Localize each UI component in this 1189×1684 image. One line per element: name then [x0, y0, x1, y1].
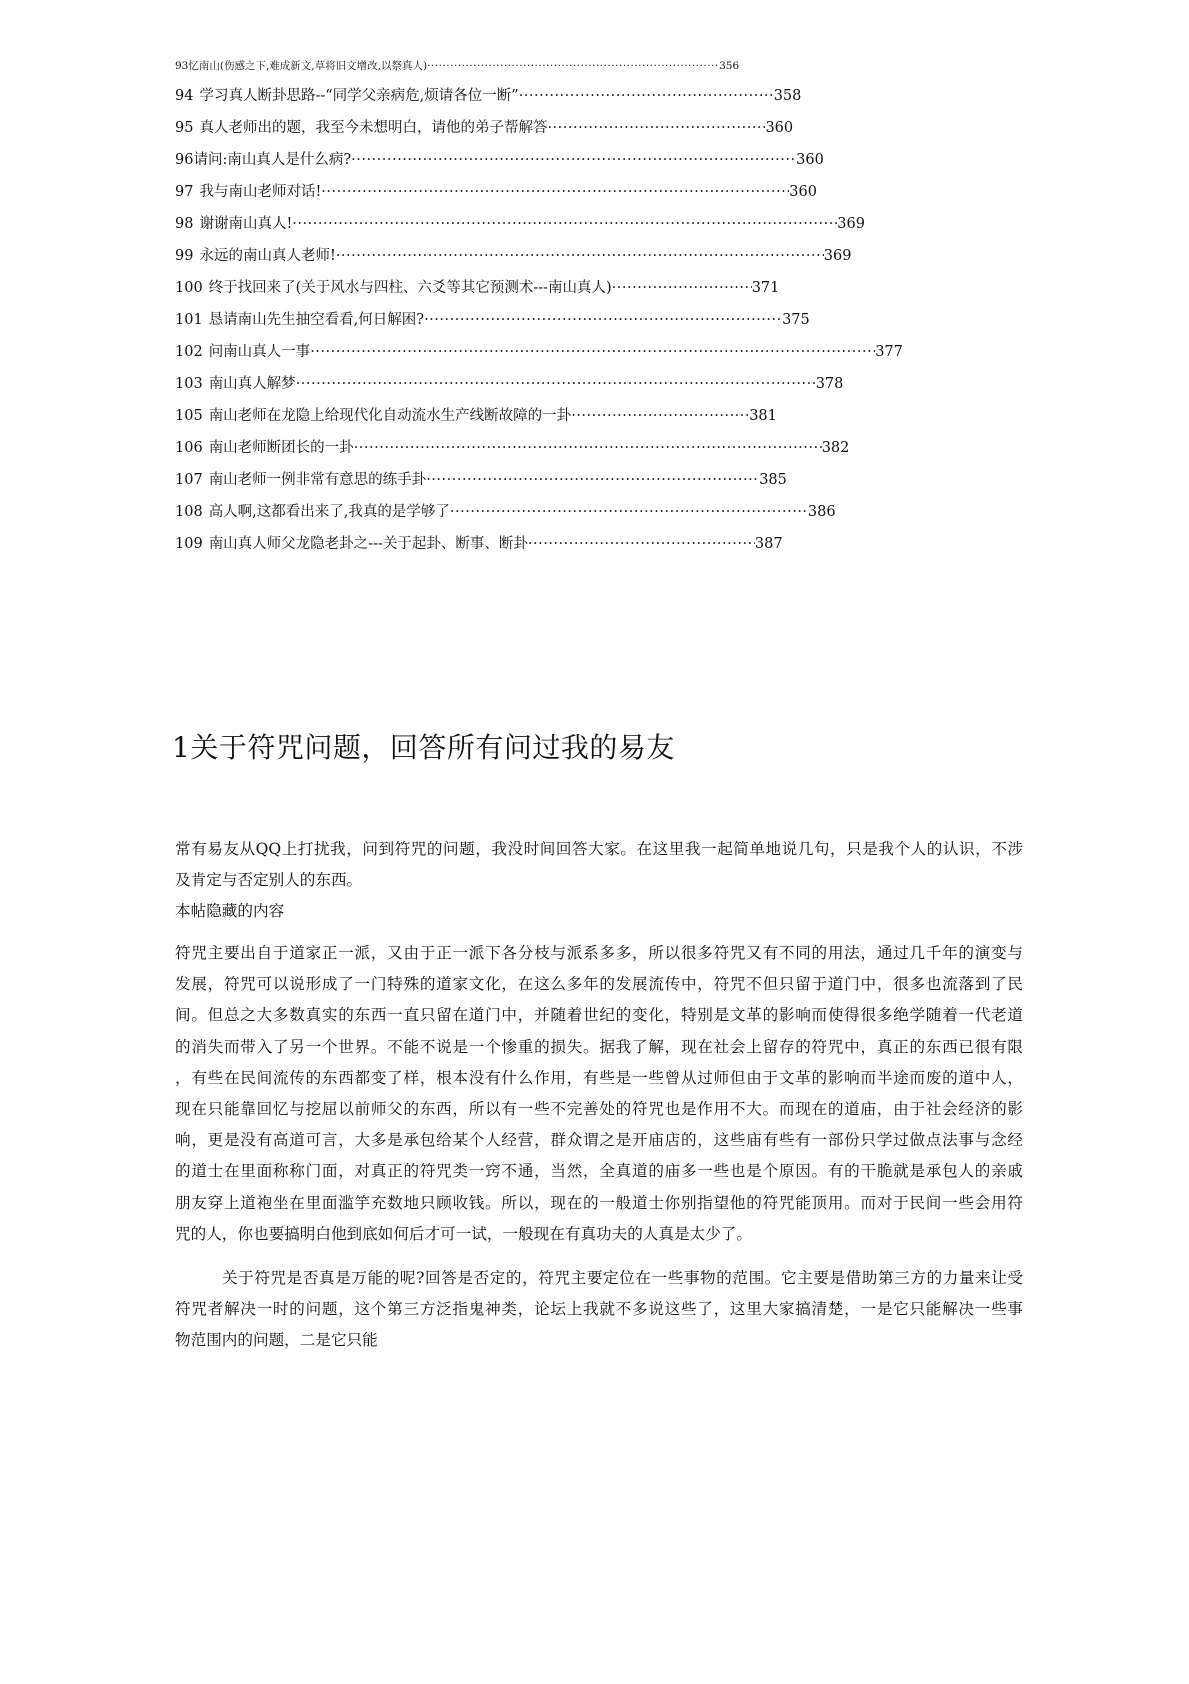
text-line: 咒的人，你也要搞明白他到底如何后才可一试，一般现在有真功夫的人真是太少了。 — [175, 1224, 752, 1243]
dot-leader — [336, 246, 824, 266]
toc-entry-number: 93 — [175, 60, 189, 72]
dot-leader — [528, 534, 755, 554]
toc-entry-title: 我与南山老师对话! — [199, 184, 322, 200]
dot-leader — [427, 56, 719, 76]
toc-entry[interactable] — [175, 214, 903, 246]
toc-entry-title: 真人老师出的题，我至今未想明白，请他的弟子帮解答 — [199, 120, 548, 136]
dot-leader — [612, 278, 752, 298]
paragraph-intro — [175, 838, 1023, 900]
text-line: 关于符咒是否真是万能的呢?回答是否定的，符咒主要定位在一些事物的范围。它主要是借助第三方的力量来让受 — [222, 1269, 1023, 1287]
dot-leader — [519, 86, 774, 106]
dot-leader — [351, 150, 796, 170]
paragraph-main — [175, 942, 1023, 1254]
toc-entry-number: 102 — [175, 344, 203, 360]
toc-entry[interactable] — [175, 342, 903, 374]
text-line: 符咒者解决一时的问题，这个第三方泛指鬼神类，论坛上我就不多说这些了，这里大家搞清楚，一是它只能解决一些事 — [175, 1300, 1023, 1319]
toc-entry[interactable] — [175, 470, 903, 502]
text-line: 间。但总之大多数真实的东西一直只留在道门中，并随着世纪的变化，特别是文革的影响而使得很多绝学随着一代老道 — [175, 1006, 1023, 1025]
toc-entry-title: 高人啊,这都看出来了,我真的是学够了 — [208, 504, 450, 520]
toc-entry-title: 恳请南山先生抽空看看,何日解困? — [208, 312, 425, 328]
text-line: 现在只能靠回忆与挖屈以前师父的东西，所以有一些不完善处的符咒也是作用不大。而现在的道庙，由于社会经济的影 — [175, 1099, 1023, 1118]
text-line: 发展，符咒可以说形成了一门特殊的道家文化，在这么多年的发展流传中，符咒不但只留于道门中，很多也流落到了民 — [175, 975, 1023, 994]
toc-entry-page: 381 — [749, 408, 777, 424]
dot-leader — [571, 406, 749, 426]
table-of-contents — [175, 56, 903, 566]
toc-entry-page: 360 — [765, 120, 794, 136]
toc-entry[interactable] — [175, 246, 903, 278]
text-line: 符咒主要出自于道家正一派，又由于正一派下各分枝与派系多多，所以很多符咒又有不同的用法，通过几千年的演变与 — [175, 944, 1023, 962]
toc-entry-page: 356 — [719, 60, 740, 72]
toc-entry-page: 386 — [807, 504, 836, 520]
dot-leader — [426, 470, 759, 490]
toc-entry-number: 101 — [175, 312, 203, 328]
dot-leader — [321, 182, 789, 202]
dot-leader — [354, 438, 822, 458]
toc-entry-number: 105 — [175, 408, 203, 424]
toc-entry-title: 请问:南山真人是什么病? — [193, 152, 352, 168]
toc-entry-title: 谢谢南山真人! — [199, 216, 293, 232]
toc-entry-page: 371 — [751, 280, 780, 296]
dot-leader — [296, 374, 816, 394]
toc-entry[interactable] — [175, 406, 903, 438]
text-line: 响，更是没有高道可言，大多是承包给某个人经营，群众谓之是开庙店的，这些庙有些有一部份只学过做点法事与念经 — [175, 1131, 1023, 1150]
toc-entry-number: 97 — [175, 184, 194, 200]
toc-entry-page: 382 — [821, 440, 850, 456]
toc-entry-number: 109 — [175, 536, 203, 552]
text-line: 及肯定与否定别人的东西。 — [175, 871, 363, 890]
toc-entry-number: 108 — [175, 504, 203, 520]
toc-entry[interactable] — [175, 150, 903, 182]
toc-entry-title: 南山老师在龙隐上给现代化自动流水生产线断故障的一卦 — [208, 408, 572, 424]
toc-entry-number: 98 — [175, 216, 194, 232]
toc-entry[interactable] — [175, 374, 903, 406]
text-line: 常有易友从QQ上打扰我，问到符咒的问题，我没时间回答大家。在这里我一起简单地说几句，只是我个人的认识，不涉 — [175, 840, 1023, 858]
toc-entry-number: 94 — [175, 88, 194, 104]
toc-entry-number: 100 — [175, 280, 203, 296]
text-line: 朋友穿上道袍坐在里面滥竽充数地只顾收钱。所以，现在的一般道士你别指望他的符咒能顶用。而对于民间一些会用符 — [175, 1193, 1023, 1212]
paragraph-hidden-content-label — [175, 900, 1023, 931]
toc-entry-title: 南山老师断团长的一卦 — [208, 440, 354, 456]
text-line: 物范围内的问题，二是它只能 — [175, 1331, 378, 1350]
text-line: 的消失而带入了另一个世界。不能不说是一个惨重的损失。据我了解，现在社会上留存的符咒中，真正的东西已很有限 — [175, 1037, 1023, 1056]
toc-entry[interactable] — [175, 182, 903, 214]
toc-entry[interactable] — [175, 278, 903, 310]
toc-entry-number: 99 — [175, 248, 194, 264]
toc-entry-page: 377 — [875, 344, 903, 360]
dot-leader — [424, 310, 782, 330]
toc-entry[interactable] — [175, 56, 903, 86]
toc-entry-page: 378 — [815, 376, 844, 392]
paragraph-followup — [175, 1267, 1023, 1361]
toc-entry[interactable] — [175, 310, 903, 342]
toc-entry-title: 南山老师一例非常有意思的练手卦 — [208, 472, 427, 488]
dot-leader — [292, 214, 837, 234]
dot-leader — [450, 502, 808, 522]
toc-entry[interactable] — [175, 534, 903, 566]
toc-entry-number: 95 — [175, 120, 194, 136]
text-line: ，有些在民间流传的东西都变了样，根本没有什么作用，有些是一些曾从过师但由于文革的影响而半途而废的道中人， — [175, 1068, 1023, 1087]
toc-entry-number: 106 — [175, 440, 203, 456]
toc-entry-title: 南山真人解梦 — [208, 376, 296, 392]
toc-entry[interactable] — [175, 502, 903, 534]
dot-leader — [547, 118, 765, 138]
dot-leader — [310, 342, 875, 362]
toc-entry-title: 问南山真人一事 — [208, 344, 311, 360]
toc-entry-page: 385 — [759, 472, 787, 488]
toc-entry-page: 387 — [754, 536, 783, 552]
toc-entry-number: 103 — [175, 376, 203, 392]
toc-entry-page: 375 — [782, 312, 810, 328]
toc-entry-number: 107 — [175, 472, 203, 488]
chapter-heading: 1关于符咒问题，回答所有问过我的易友 — [172, 731, 675, 764]
toc-entry-page: 369 — [837, 216, 865, 232]
toc-entry-page: 358 — [773, 88, 802, 104]
toc-entry-title: 忆南山(伤感之下,难成新文,草将旧文增改,以祭真人) — [188, 60, 428, 72]
text-line: 本帖隐藏的内容 — [175, 902, 285, 920]
toc-entry-title: 终于找回来了(关于风水与四柱、六爻等其它预测术---南山真人) — [208, 280, 612, 296]
toc-entry-page: 369 — [823, 248, 852, 264]
toc-entry-title: 学习真人断卦思路--“同学父亲病危,烦请各位一断” — [199, 88, 519, 104]
toc-entry-page: 360 — [796, 152, 824, 168]
toc-entry-title: 南山真人师父龙隐老卦之---关于起卦、断事、断卦 — [208, 536, 528, 552]
toc-entry[interactable] — [175, 438, 903, 470]
toc-entry-title: 永远的南山真人老师! — [199, 248, 336, 264]
toc-entry[interactable] — [175, 86, 903, 118]
toc-entry-page: 360 — [789, 184, 817, 200]
text-line: 的道士在里面称称门面，对真正的符咒类一窍不通，当然，全真道的庙多一些也是个原因。有的干脆就是承包人的亲戚 — [175, 1162, 1023, 1181]
toc-entry[interactable] — [175, 118, 903, 150]
toc-entry-number: 96 — [175, 152, 194, 168]
